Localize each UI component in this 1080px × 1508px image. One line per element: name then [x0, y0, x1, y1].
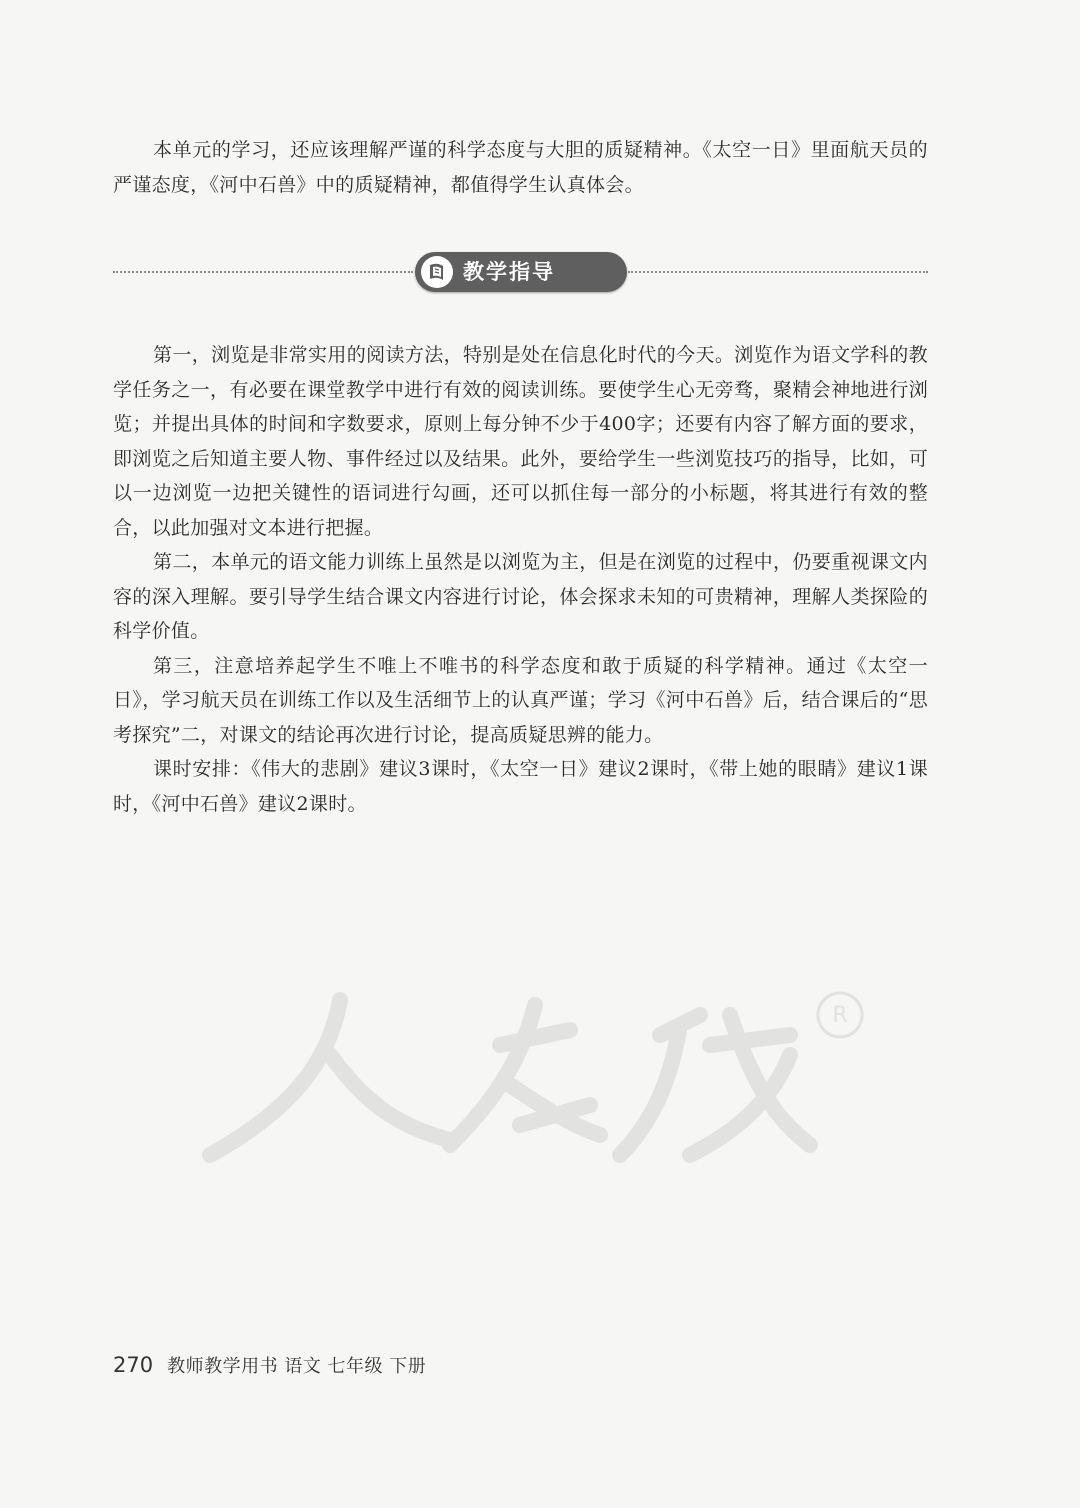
publisher-watermark [190, 975, 890, 1175]
section-title: 教学指导 [463, 260, 555, 284]
page-footer [113, 1352, 426, 1378]
guidance-paragraph-2: 第二，本单元的语文能力训练上虽然是以浏览为主，但是在浏览的过程中，仍要重视课文内容的深入理解。要引导学生结合课文内容进行讨论，体会探求未知的可贵精神，理解人类探险的科学价值。 [113, 551, 928, 642]
dotted-divider-right [628, 271, 928, 273]
guidance-body [113, 338, 928, 821]
svg-text:R: R [832, 1003, 848, 1028]
guidance-paragraph-3: 第三，注意培养起学生不唯上不唯书的科学态度和敢于质疑的科学精神。通过《太空一日》，学习航天员在训练工作以及生活细节上的认真严谨；学习《河中石兽》后，结合课后的“思考探究”二，对课文的结论再次进行讨论，提高质疑思辨的能力。 [113, 654, 928, 746]
section-title-badge [415, 252, 627, 292]
page-number: 270 [113, 1353, 154, 1377]
intro-paragraph: 本单元的学习，还应该理解严谨的科学态度与大胆的质疑精神。《太空一日》里面航天员的严谨态度，《河中石兽》中的质疑精神，都值得学生认真体会。 [113, 139, 928, 196]
book-title: 教师教学用书 语文 七年级 下册 [167, 1356, 427, 1377]
guidance-paragraph-1: 第一，浏览是非常实用的阅读方法，特别是处在信息化时代的今天。浏览作为语文学科的教学任务之一，有必要在课堂教学中进行有效的阅读训练。要使学生心无旁骛，聚精会神地进行浏览；并提出具体的时间和字数要求，原则上每分钟不少于400字；还要有内容了解方面的要求，即浏览之后知道主要人物、事件经过以及结果。此外，要给学生一些浏览技巧的指导，比如，可以一边浏览一边把关键性的语词进行勾画，还可以抓住每一部分的小标题，将其进行有效的整合，以此加强对文本进行把握。 [113, 344, 928, 539]
guidance-paragraph-4: 课时安排：《伟大的悲剧》建议3课时，《太空一日》建议2课时，《带上她的眼睛》建议1课时，《河中石兽》建议2课时。 [113, 758, 928, 815]
book-page-icon [421, 256, 453, 288]
dotted-divider-left [113, 271, 413, 273]
section-header [113, 252, 928, 292]
